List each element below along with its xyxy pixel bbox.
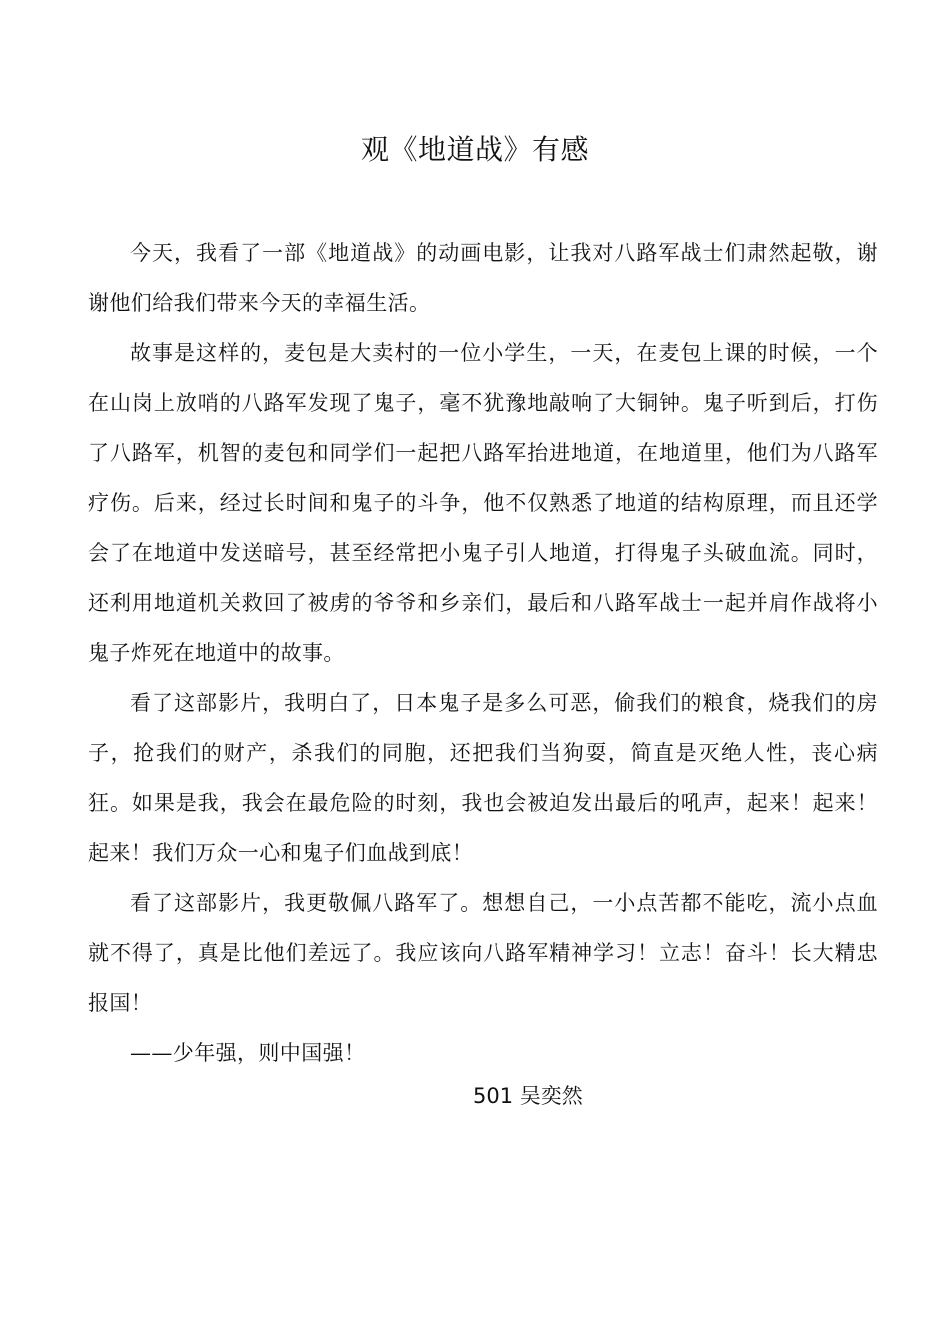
- paragraph-4: 看了这部影片，我更敬佩八路军了。想想自己，一小点苦都不能吃，流小点血就不得了，真是比他们差远了。我应该向八路军精神学习！立志！奋斗！长大精忠报国！: [88, 891, 878, 1015]
- document-body: [88, 228, 878, 1078]
- author-signature: 501 吴奕然: [473, 1084, 583, 1108]
- paragraph-3: 看了这部影片，我明白了，日本鬼子是多么可恶，偷我们的粮食，烧我们的房子，抢我们的财产，杀我们的同胞，还把我们当狗耍，简直是灭绝人性，丧心病狂。如果是我，我会在最危险的时刻，我也会被迫发出最后的吼声，起来！起来！起来！我们万众一心和鬼子们血战到底！: [88, 691, 878, 865]
- paragraph-1: 今天，我看了一部《地道战》的动画电影，让我对八路军战士们肃然起敬，谢谢他们给我们带来今天的幸福生活。: [88, 241, 878, 315]
- closing-line: ——少年强，则中国强！: [130, 1041, 366, 1065]
- paragraph-2: 故事是这样的，麦包是大卖村的一位小学生，一天，在麦包上课的时候，一个在山岗上放哨的八路军发现了鬼子，毫不犹豫地敲响了大铜钟。鬼子听到后，打伤了八路军，机智的麦包和同学们一起把八路军抬进地道，在地道里，他们为八路军疗伤。后来，经过长时间和鬼子的斗争，他不仅熟悉了地道的结构原理，而且还学会了在地道中发送暗号，甚至经常把小鬼子引人地道，打得鬼子头破血流。同时，还利用地道机关救回了被虏的爷爷和乡亲们，最后和八路军战士一起并肩作战将小鬼子炸死在地道中的故事。: [88, 341, 878, 665]
- document-title: 观《地道战》有感: [360, 133, 589, 166]
